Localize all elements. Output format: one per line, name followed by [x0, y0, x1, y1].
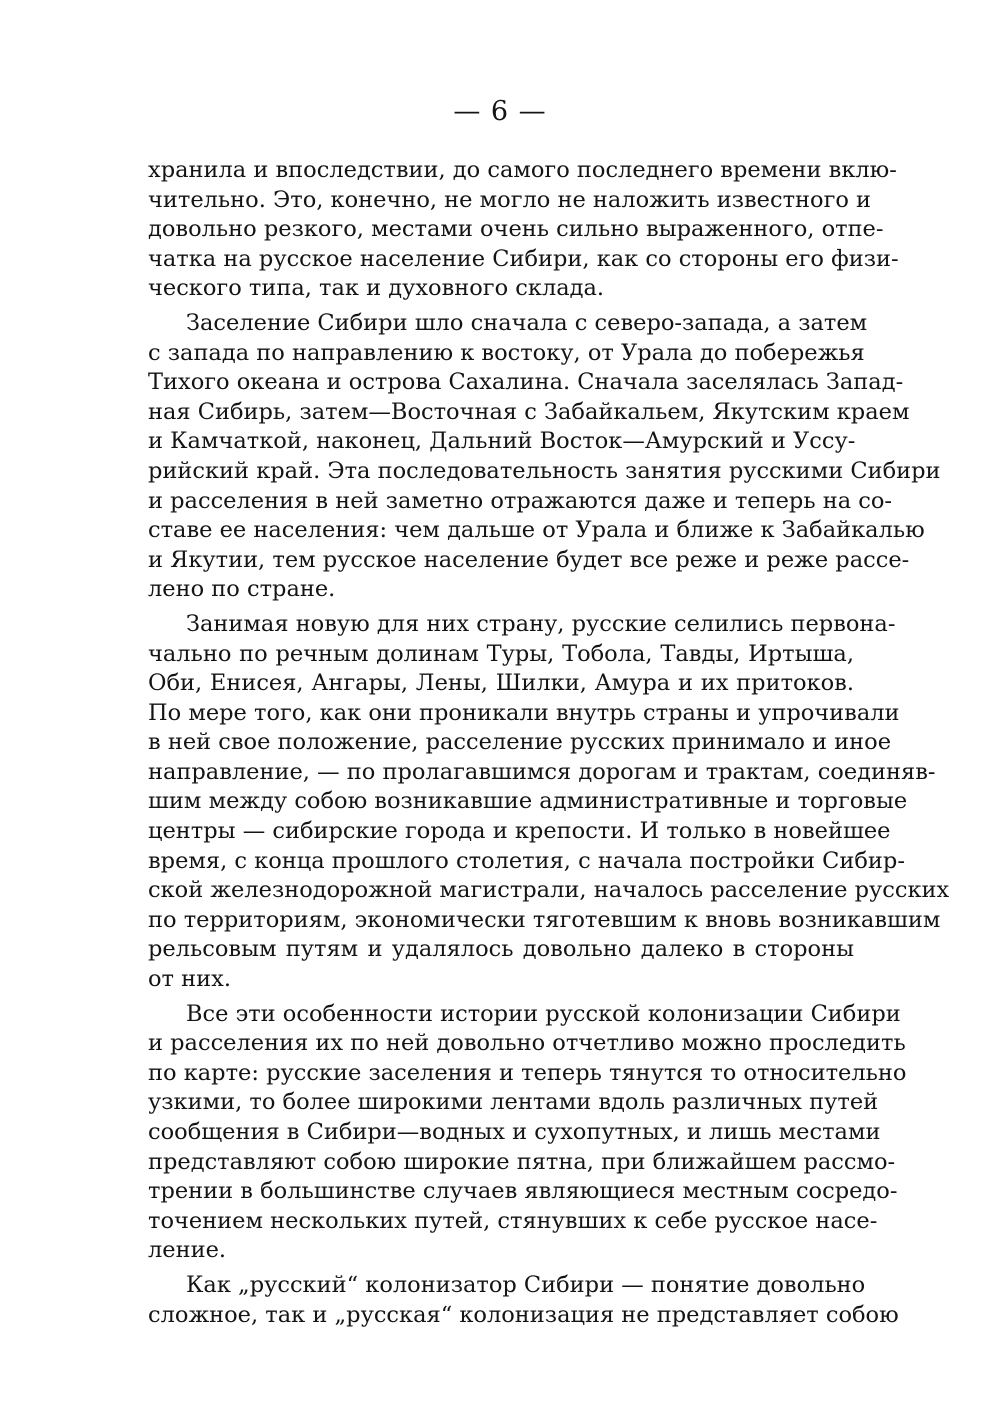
- text-line: ная Сибирь, затем—Восточная с Забайкальем, Якутским краем: [148, 398, 910, 425]
- text-line: и расселения в ней заметно отражаются даже и теперь на со-: [148, 487, 893, 514]
- text-line: Оби, Енисея, Ангары, Лены, Шилки, Амура и их притоков.: [148, 670, 854, 697]
- text-line: по территориям, экономически тяготевшим к вновь возникавшим: [148, 906, 941, 933]
- text-line: по карте: русские заселения и теперь тянутся то относительно: [148, 1059, 907, 1086]
- paragraph-5: [148, 1271, 899, 1330]
- text-line: довольно резкого, местами очень сильно выраженного, отпе-: [148, 216, 884, 243]
- text-line: время, с конца прошлого столетия, с начала постройки Сибир-: [148, 847, 905, 874]
- text-line: чительно. Это, конечно, не могло не наложить известного и: [148, 186, 872, 213]
- text-line: узкими, то более широкими лентами вдоль различных путей: [148, 1089, 879, 1116]
- text-line: ление.: [148, 1237, 227, 1264]
- text-line: трении в большинстве случаев являющиеся местным сосредо-: [148, 1178, 898, 1205]
- text-line: ской железнодорожной магистрали, началось расселение русских: [148, 877, 950, 904]
- text-line: Заселение Сибири шло сначала с северо-запада, а затем: [186, 309, 868, 336]
- text-line: Все эти особенности истории русской колонизации Сибири: [186, 1000, 901, 1027]
- text-line: Тихого океана и острова Сахалина. Сначала заселялась Запад-: [148, 369, 904, 396]
- text-line: направление, — по пролагавшимся дорогам и трактам, соединяв-: [148, 758, 936, 785]
- text-line: сложное, так и „русская“ колонизация не представляет собою: [148, 1301, 899, 1328]
- text-line: лено по стране.: [148, 576, 336, 603]
- body-text: [148, 156, 950, 1335]
- text-line: шим между собою возникавшие административные и торговые: [148, 788, 908, 815]
- text-line: центры — сибирские города и крепости. И только в новейшее: [148, 818, 891, 845]
- text-line: ставе ее населения: чем дальше от Урала и ближе к Забайкалью: [148, 517, 925, 544]
- text-line: точением нескольких путей, стянувших к себе русское насе-: [148, 1207, 878, 1234]
- text-line: рийский край. Эта последовательность занятия русскими Сибири: [148, 457, 941, 484]
- text-line: По мере того, как они проникали внутрь страны и упрочивали: [148, 699, 900, 726]
- text-line: чально по речным долинам Туры, Тобола, Тавды, Иртыша,: [148, 640, 854, 667]
- text-line: с запада по направлению к востоку, от Урала до побережья: [148, 339, 865, 366]
- text-line: и Якутии, тем русское население будет все реже и реже рассе-: [148, 546, 910, 573]
- text-line: рельсовым путям и удалялось довольно далеко в стороны: [148, 936, 854, 963]
- text-line: Как „русский“ колонизатор Сибири — понятие довольно: [186, 1271, 866, 1298]
- text-line: Занимая новую для них страну, русские селились первона-: [186, 610, 896, 637]
- text-line: ческого типа, так и духовного склада.: [148, 275, 605, 302]
- text-line: представляют собою широкие пятна, при ближайшем рассмо-: [148, 1148, 896, 1175]
- text-line: хранила и впоследствии, до самого последнего времени вклю-: [148, 157, 897, 183]
- text-line: и Камчаткой, наконец, Дальний Восток—Амурский и Уссу-: [148, 428, 856, 455]
- text-line: в ней свое положение, расселение русских принимало и иное: [148, 729, 892, 756]
- page-number: — 6 —: [453, 96, 547, 127]
- text-line: от них.: [148, 966, 231, 993]
- text-line: сообщения в Сибири—водных и сухопутных, и лишь местами: [148, 1119, 881, 1145]
- paragraph-1: [148, 156, 899, 304]
- paragraph-3: [148, 610, 950, 995]
- paragraph-4: [148, 1000, 907, 1266]
- text-line: чатка на русское население Сибири, как со стороны его физи-: [148, 245, 899, 272]
- text-line: и расселения их по ней довольно отчетливо можно проследить: [148, 1030, 906, 1057]
- paragraph-2: [148, 309, 941, 605]
